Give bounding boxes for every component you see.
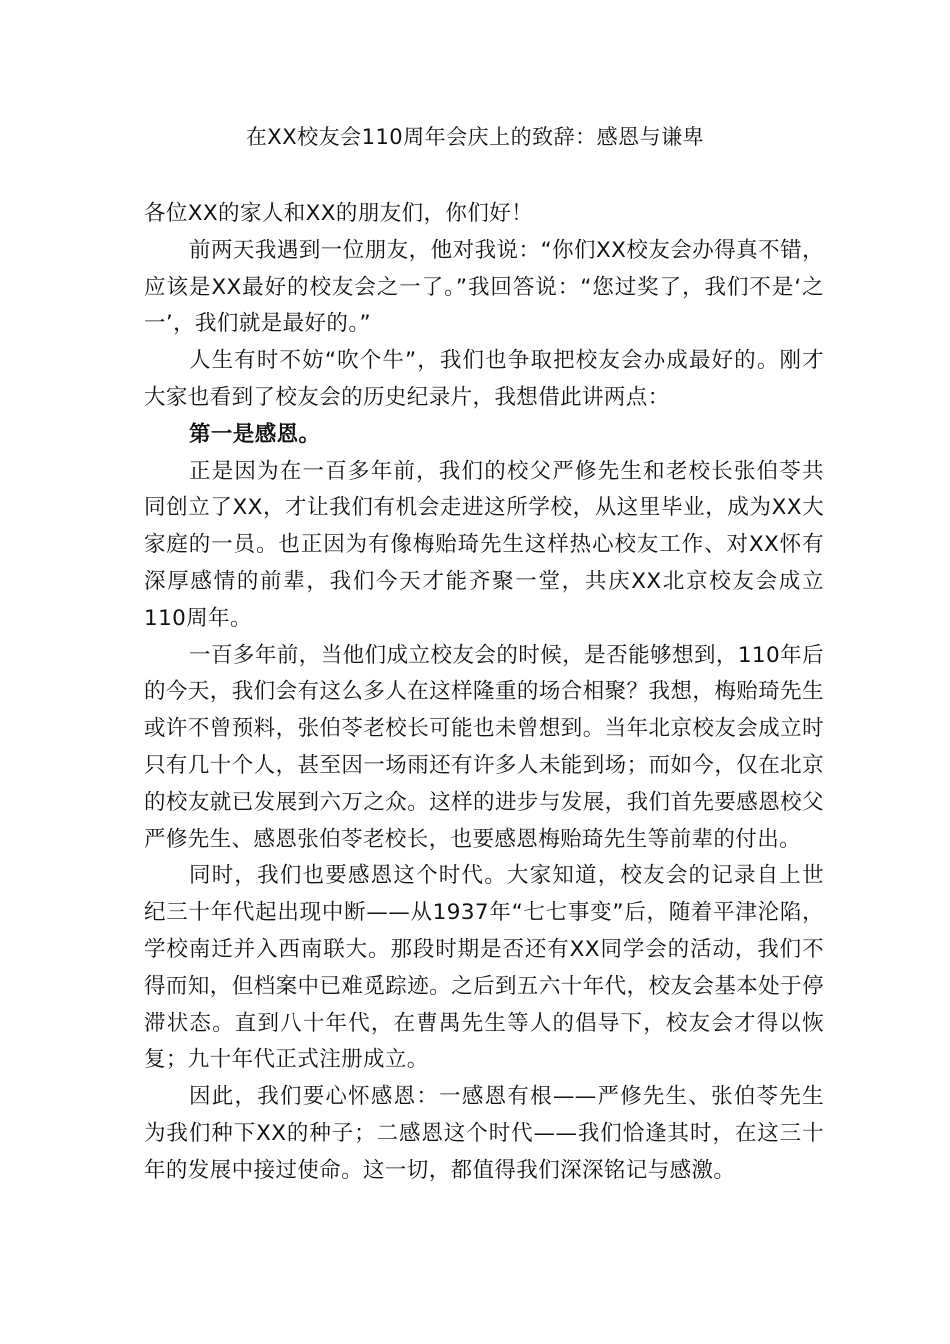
paragraph-1: 前两天我遇到一位朋友，他对我说：“你们XX校友会办得真不错，应该是XX最好的校友会之一了。”我回答说：“您过奖了，我们不是‘之一’，我们就是最好的。” xyxy=(144,237,824,337)
paragraph-2: 人生有时不妨“吹个牛”，我们也争取把校友会办成最好的。刚才大家也看到了校友会的历史纪录片，我想借此讲两点： xyxy=(144,348,824,410)
paragraph-5: 同时，我们也要感恩这个时代。大家知道，校友会的记录自上世纪三十年代起出现中断——从1937年“七七事变”后，随着平津沦陷，学校南迁并入西南联大。那段时期是否还有XX同学会的活动，我们不得而知，但档案中已难觅踪迹。之后到五六十年代，校友会基本处于停滞状态。直到八十年代，在曹禺先生等人的倡导下，校友会才得以恢复；九十年代正式注册成立。 xyxy=(144,863,824,1073)
paragraph-4: 一百多年前，当他们成立校友会的时候，是否能够想到，110年后的今天，我们会有这么多人在这样隆重的场合相聚？我想，梅贻琦先生或许不曾预料，张伯苓老校长可能也未曾想到。当年北京校友会成立时只有几十个人，甚至因一场雨还有许多人未能到场；而如今，仅在北京的校友就已发展到六万之众。这样的进步与发展，我们首先要感恩校父严修先生、感恩张伯苓老校长，也要感恩梅贻琦先生等前辈的付出。 xyxy=(144,642,824,852)
section-heading-gratitude: 第一是感恩。 xyxy=(189,421,321,447)
paragraph-3: 正是因为在一百多年前，我们的校父严修先生和老校长张伯苓共同创立了XX，才让我们有机会走进这所学校，从这里毕业，成为XX大家庭的一员。也正因为有像梅贻琦先生这样热心校友工作、对XX怀有深厚感情的前辈，我们今天才能齐聚一堂，共庆XX北京校友会成立110周年。 xyxy=(144,458,824,631)
document-body xyxy=(144,196,824,1190)
greeting-paragraph: 各位XX的家人和XX的朋友们，你们好！ xyxy=(144,201,534,226)
paragraph-6: 因此，我们要心怀感恩：一感恩有根——严修先生、张伯苓先生为我们种下XX的种子；二感恩这个时代——我们恰逢其时，在这三十年的发展中接过使命。这一切，都值得我们深深铭记与感激。 xyxy=(144,1084,824,1183)
document-title: 在XX校友会110周年会庆上的致辞：感恩与谦卑 xyxy=(245,125,705,149)
